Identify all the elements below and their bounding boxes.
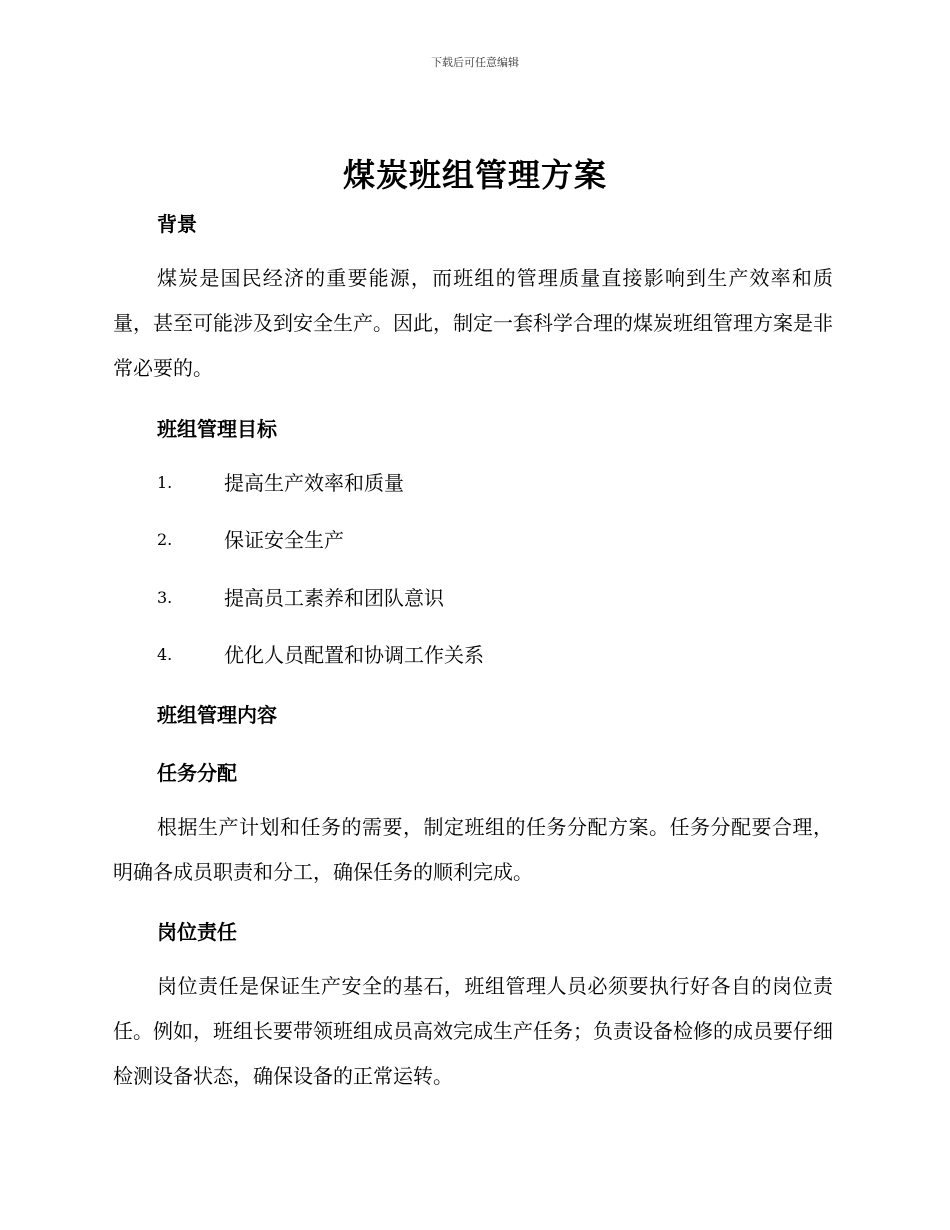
list-number: 1.: [157, 473, 173, 492]
paragraph-task-assignment: 根据生产计划和任务的需要，制定班组的任务分配方案。任务分配要合理，明确各成员职责和分工，确保任务的顺利完成。: [113, 815, 833, 884]
document-title: 煤炭班组管理方案: [342, 156, 607, 194]
heading-task-assignment: 任务分配: [157, 761, 237, 785]
heading-post-responsibility: 岗位责任: [157, 920, 237, 944]
paragraph-post-responsibility: 岗位责任是保证生产安全的基石，班组管理人员必须要执行好各自的岗位责任。例如，班组长要带领班组成员高效完成生产任务；负责设备检修的成员要仔细检测设备状态，确保设备的正常运转。: [113, 974, 833, 1088]
list-text: 提高生产效率和质量: [224, 471, 404, 495]
list-text: 优化人员配置和协调工作关系: [224, 643, 484, 667]
list-number: 2.: [157, 530, 173, 549]
header-note: 下载后可任意编辑: [431, 56, 519, 69]
list-text: 保证安全生产: [224, 528, 344, 552]
list-text: 提高员工素养和团队意识: [224, 586, 444, 610]
list-number: 4.: [157, 645, 173, 664]
paragraph-background: 煤炭是国民经济的重要能源，而班组的管理质量直接影响到生产效率和质量，甚至可能涉及到安全生产。因此，制定一套科学合理的煤炭班组管理方案是非常必要的。: [113, 266, 833, 380]
heading-content: 班组管理内容: [157, 703, 277, 727]
heading-background: 背景: [157, 212, 197, 236]
heading-goals: 班组管理目标: [157, 417, 277, 441]
list-number: 3.: [157, 588, 173, 607]
